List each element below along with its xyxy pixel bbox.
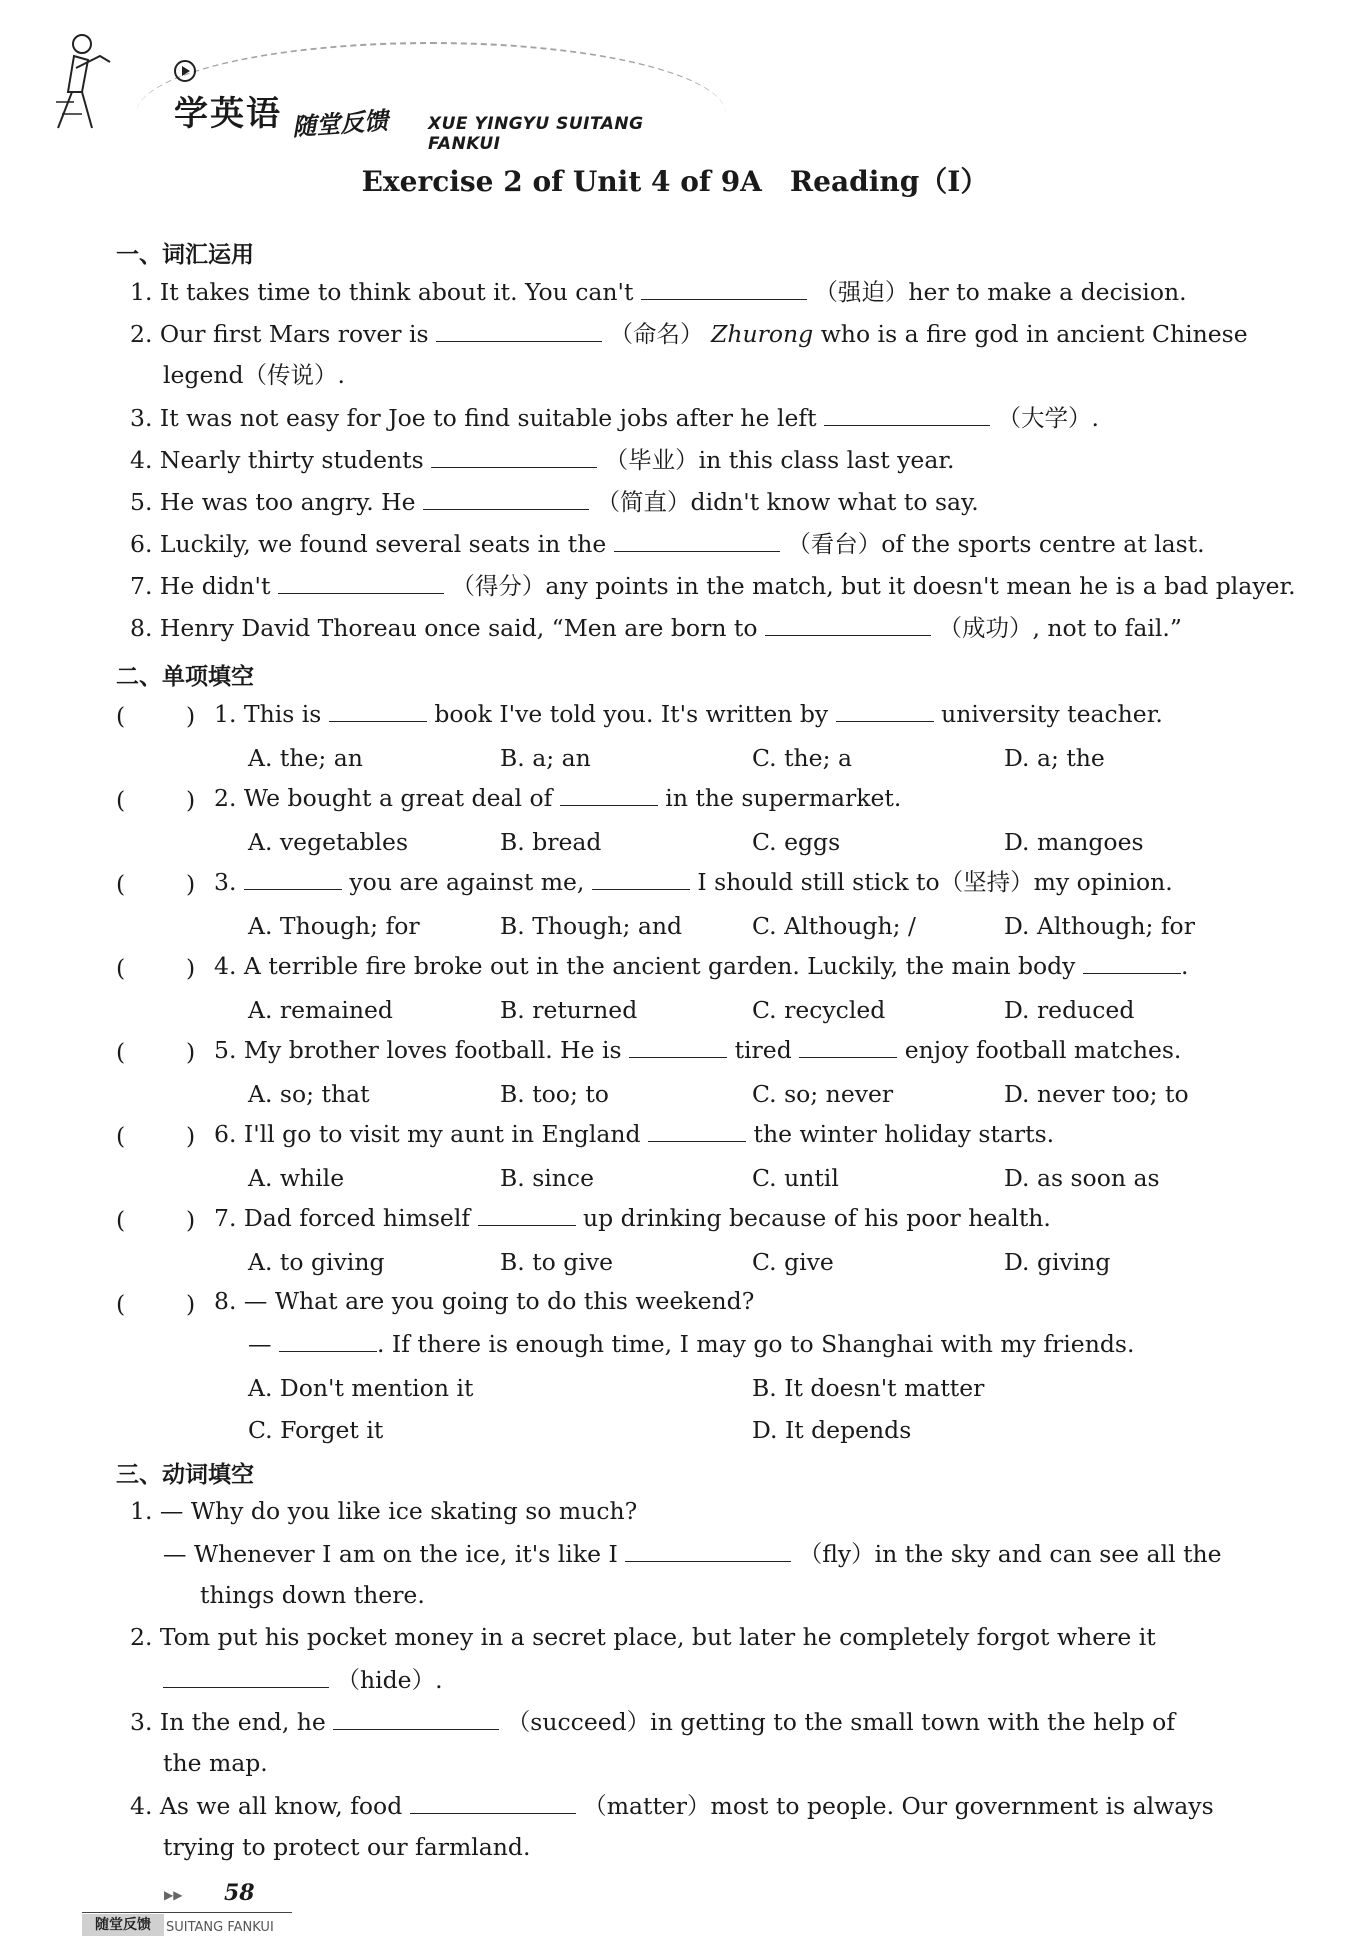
answer-blank[interactable]	[592, 870, 690, 890]
s2-item-6: 6. I'll go to visit my aunt in England the winter holiday starts.	[214, 1120, 1055, 1148]
answer-paren-open[interactable]: (	[116, 702, 126, 730]
answer-paren-close[interactable]: )	[186, 954, 196, 982]
exercise-title: Exercise 2 of Unit 4 of 9A Reading（Ⅰ）	[361, 165, 989, 198]
s3-item-4-line2: trying to protect our farmland.	[163, 1833, 531, 1861]
answer-blank[interactable]	[560, 786, 658, 806]
answer-blank[interactable]	[629, 1038, 727, 1058]
answer-paren-open[interactable]: (	[116, 1290, 126, 1318]
answer-paren-close[interactable]: )	[186, 1122, 196, 1150]
option-b[interactable]: B. a; an	[500, 744, 591, 772]
option-b[interactable]: B. It doesn't matter	[752, 1374, 985, 1402]
option-d[interactable]: D. giving	[1004, 1248, 1111, 1276]
answer-blank[interactable]	[163, 1668, 329, 1688]
s3-item-2-line2: （hide）.	[163, 1668, 443, 1693]
option-d[interactable]: D. It depends	[752, 1416, 912, 1444]
s1-item-1: 1. It takes time to think about it. You can't （强迫）her to make a decision.	[130, 278, 1187, 306]
double-arrow-icon: ▶▶	[164, 1888, 183, 1902]
page-number: 58	[224, 1880, 255, 1906]
option-d[interactable]: D. mangoes	[1004, 828, 1144, 856]
header-subtitle: 随堂反馈	[291, 106, 390, 142]
s2-item-4: 4. A terrible fire broke out in the ancient garden. Luckily, the main body .	[214, 952, 1189, 980]
s1-item-2: 2. Our first Mars rover is （命名） Zhurong who is a fire god in ancient Chinese	[130, 320, 1248, 348]
answer-blank[interactable]	[824, 406, 990, 426]
s1-item-8: 8. Henry David Thoreau once said, “Men are born to （成功）, not to fail.”	[130, 614, 1182, 642]
s2-item-1: 1. This is book I've told you. It's written by university teacher.	[214, 700, 1163, 728]
answer-blank[interactable]	[478, 1206, 576, 1226]
s3-item-3-line2: the map.	[163, 1749, 268, 1777]
answer-blank[interactable]	[436, 322, 602, 342]
option-c[interactable]: C. Although; /	[752, 912, 916, 940]
answer-blank[interactable]	[423, 490, 589, 510]
option-d[interactable]: D. reduced	[1004, 996, 1135, 1024]
answer-blank[interactable]	[329, 702, 427, 722]
answer-paren-close[interactable]: )	[186, 870, 196, 898]
answer-paren-open[interactable]: (	[116, 954, 126, 982]
footer-tag: 随堂反馈	[82, 1914, 164, 1936]
option-c[interactable]: C. eggs	[752, 828, 841, 856]
option-a[interactable]: A. the; an	[248, 744, 363, 772]
option-b[interactable]: B. to give	[500, 1248, 614, 1276]
answer-paren-open[interactable]: (	[116, 1122, 126, 1150]
option-d[interactable]: D. a; the	[1004, 744, 1105, 772]
answer-blank[interactable]	[244, 870, 342, 890]
option-b[interactable]: B. bread	[500, 828, 602, 856]
option-c[interactable]: C. Forget it	[248, 1416, 384, 1444]
answer-blank[interactable]	[614, 532, 780, 552]
option-b[interactable]: B. too; to	[500, 1080, 609, 1108]
answer-blank[interactable]	[799, 1038, 897, 1058]
s2-item-8-line2: — . If there is enough time, I may go to Shanghai with my friends.	[248, 1330, 1135, 1358]
s2-item-7: 7. Dad forced himself up drinking because of his poor health.	[214, 1204, 1051, 1232]
answer-blank[interactable]	[410, 1794, 576, 1814]
play-icon	[174, 60, 196, 82]
s1-item-3: 3. It was not easy for Joe to find suitable jobs after he left （大学）.	[130, 404, 1099, 432]
section2-heading: 二、单项填空	[116, 664, 254, 690]
reading-figure-icon	[52, 32, 122, 132]
answer-paren-open[interactable]: (	[116, 786, 126, 814]
answer-blank[interactable]	[641, 280, 807, 300]
answer-paren-open[interactable]: (	[116, 870, 126, 898]
footer-divider	[82, 1912, 292, 1913]
s1-item-5: 5. He was too angry. He （简直）didn't know what to say.	[130, 488, 979, 516]
answer-blank[interactable]	[625, 1542, 791, 1562]
option-a[interactable]: A. Don't mention it	[248, 1374, 474, 1402]
s1-item-7: 7. He didn't （得分）any points in the match, but it doesn't mean he is a bad player.	[130, 572, 1296, 600]
s2-item-2: 2. We bought a great deal of in the supermarket.	[214, 784, 902, 812]
header-main-title: 学英语	[174, 94, 282, 134]
s3-item-1: 1. — Why do you like ice skating so much?	[130, 1497, 638, 1525]
answer-paren-close[interactable]: )	[186, 786, 196, 814]
answer-paren-close[interactable]: )	[186, 1290, 196, 1318]
option-a[interactable]: A. to giving	[248, 1248, 385, 1276]
answer-blank[interactable]	[333, 1710, 499, 1730]
answer-paren-close[interactable]: )	[186, 702, 196, 730]
answer-blank[interactable]	[765, 616, 931, 636]
option-d[interactable]: D. never too; to	[1004, 1080, 1189, 1108]
s1-item-6: 6. Luckily, we found several seats in the （看台）of the sports centre at last.	[130, 530, 1205, 558]
option-a[interactable]: A. Though; for	[248, 912, 420, 940]
option-c[interactable]: C. recycled	[752, 996, 886, 1024]
s1-item-2-cont: legend（传说）.	[163, 361, 346, 389]
option-a[interactable]: A. remained	[248, 996, 393, 1024]
option-c[interactable]: C. the; a	[752, 744, 852, 772]
footer-pinyin: SUITANG FANKUI	[166, 1920, 274, 1935]
s3-item-1-line3: things down there.	[200, 1581, 425, 1609]
option-b[interactable]: B. since	[500, 1164, 594, 1192]
s1-item-4: 4. Nearly thirty students （毕业）in this class last year.	[130, 446, 955, 474]
answer-paren-close[interactable]: )	[186, 1038, 196, 1066]
option-b[interactable]: B. Though; and	[500, 912, 683, 940]
option-a[interactable]: A. so; that	[248, 1080, 370, 1108]
section3-heading: 三、动词填空	[116, 1462, 254, 1488]
s2-item-5: 5. My brother loves football. He is tired enjoy football matches.	[214, 1036, 1182, 1064]
answer-paren-open[interactable]: (	[116, 1206, 126, 1234]
section1-heading: 一、词汇运用	[116, 242, 254, 268]
option-c[interactable]: C. until	[752, 1164, 839, 1192]
answer-blank[interactable]	[836, 702, 934, 722]
option-d[interactable]: D. Although; for	[1004, 912, 1195, 940]
s3-item-4: 4. As we all know, food （matter）most to people. Our government is always	[130, 1792, 1214, 1820]
s2-item-3: 3. you are against me, I should still stick to（坚持）my opinion.	[214, 868, 1173, 896]
option-c[interactable]: C. give	[752, 1248, 834, 1276]
option-c[interactable]: C. so; never	[752, 1080, 894, 1108]
answer-blank[interactable]	[278, 574, 444, 594]
answer-blank[interactable]	[279, 1332, 377, 1352]
answer-blank[interactable]	[431, 448, 597, 468]
s3-item-2: 2. Tom put his pocket money in a secret place, but later he completely forgot where it	[130, 1623, 1156, 1651]
option-a[interactable]: A. while	[248, 1164, 345, 1192]
answer-paren-close[interactable]: )	[186, 1206, 196, 1234]
option-a[interactable]: A. vegetables	[248, 828, 409, 856]
option-b[interactable]: B. returned	[500, 996, 638, 1024]
header-pinyin: XUE YINGYU SUITANG FANKUI	[428, 114, 644, 154]
answer-paren-open[interactable]: (	[116, 1038, 126, 1066]
s3-item-3: 3. In the end, he （succeed）in getting to the small town with the help of	[130, 1708, 1176, 1736]
answer-blank[interactable]	[1083, 954, 1181, 974]
answer-blank[interactable]	[648, 1122, 746, 1142]
s3-item-1-line2: — Whenever I am on the ice, it's like I （fly）in the sky and can see all the	[163, 1540, 1222, 1568]
page-header	[52, 28, 672, 154]
option-d[interactable]: D. as soon as	[1004, 1164, 1160, 1192]
s2-item-8: 8. — What are you going to do this weekend?	[214, 1287, 755, 1315]
